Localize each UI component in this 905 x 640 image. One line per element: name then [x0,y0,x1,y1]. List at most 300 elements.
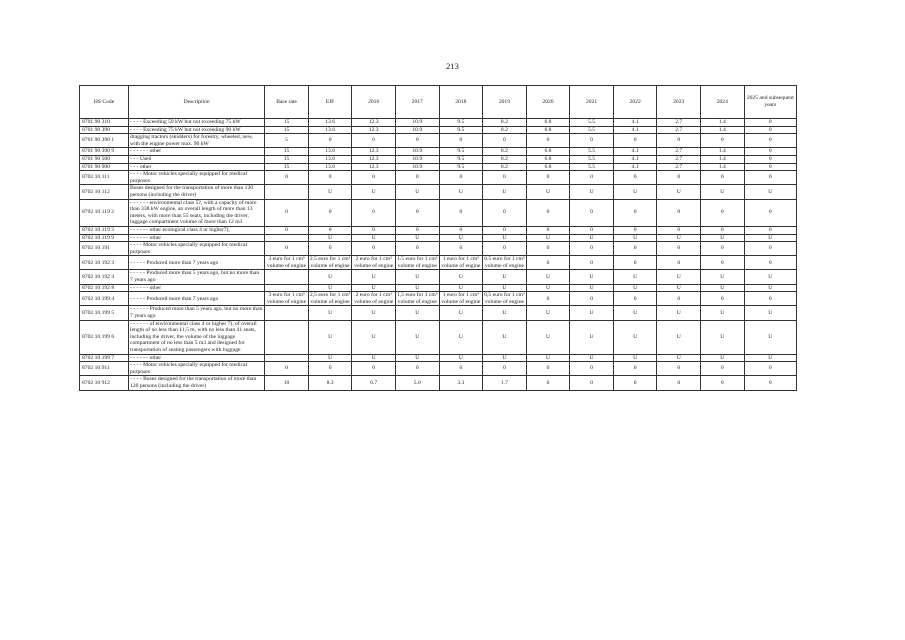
rate-cell: U [439,320,483,354]
table-row [80,376,797,390]
table-row [80,234,797,242]
rate-cell [265,270,309,284]
rate-cell: 0 [352,199,396,226]
rate-cell: 0 [526,256,570,270]
rate-cell: 5.5 [570,119,614,127]
rate-cell: 6.8 [526,148,570,156]
rate-cell: 0 [352,242,396,256]
rate-cell: 9.5 [439,148,483,156]
rate-cell: 2 euro for 1 cm³ volume of engine [352,292,396,306]
hs-code-cell: 8701 90 390 [80,126,129,134]
hs-code-cell: 8702 10 199 4 [80,292,129,306]
rate-cell: 0 [701,171,745,185]
hs-code-cell: 8701 90 390 1 [80,134,129,148]
rate-cell: 0 [570,226,614,234]
hs-code-cell: 8702 10 192 8 [80,284,129,292]
rate-cell: 2.7 [657,126,701,134]
rate-cell: 0 [613,242,657,256]
rate-cell: 0 [657,376,701,390]
rate-cell: 0 [526,171,570,185]
rate-cell: U [395,270,439,284]
rate-cell: 2.7 [657,155,701,163]
rate-cell: 0 [744,292,796,306]
rate-cell: 2.7 [657,148,701,156]
hs-code-cell: 8702 10 111 [80,171,129,185]
table-row [80,163,797,171]
rate-cell: 0 [439,242,483,256]
hs-code-cell: 8702 10 192 4 [80,270,129,284]
rate-cell: 0 [613,171,657,185]
rate-cell: 2.7 [657,119,701,127]
rate-cell: 0 [526,242,570,256]
table-row [80,292,797,306]
description-cell: dragging tractors (skidders) for forestry, wheeled, new, with the engine power max. 90 kW [129,134,265,148]
rate-cell: 15 [265,163,309,171]
rate-cell: 0 [570,199,614,226]
rate-cell: 0 [744,126,796,134]
rate-cell: 8.2 [483,163,527,171]
rate-cell: U [483,354,527,362]
rate-cell: U [352,320,396,354]
rate-cell: 0 [395,362,439,376]
rate-cell: U [657,320,701,354]
rate-cell: 0 [570,134,614,148]
hs-code-cell: 8702 10 192 3 [80,256,129,270]
rate-cell: 0 [701,292,745,306]
rate-cell: U [439,284,483,292]
table-row [80,126,797,134]
rate-cell: 0 [613,256,657,270]
rate-cell: 0 [570,376,614,390]
rate-cell: 0 [613,134,657,148]
rate-cell: U [352,284,396,292]
rate-cell [265,320,309,354]
rate-cell: 0 [701,376,745,390]
table-row [80,148,797,156]
rate-cell: U [657,270,701,284]
rate-cell: 0 [657,292,701,306]
page-number: 213 [446,61,459,71]
rate-cell: U [526,306,570,320]
rate-cell: 0 [395,226,439,234]
rate-cell: 3.3 [439,376,483,390]
rate-cell: 0 [657,199,701,226]
description-cell: - - - - Motor vehicles specially equipped for medical purposes [129,242,265,256]
rate-cell: 0 [701,242,745,256]
rate-cell [265,284,309,292]
rate-cell: 0 [483,199,527,226]
rate-cell: 5.5 [570,126,614,134]
rate-cell: 0 [744,256,796,270]
rate-cell: 0 [308,226,352,234]
rate-cell: U [701,185,745,199]
description-cell: - - - - - Produced more than 5 years ago, but no more than 7 years ago [129,270,265,284]
rate-cell: U [744,234,796,242]
rate-cell: U [483,284,527,292]
table-row [80,320,797,354]
rate-cell: 1.4 [701,119,745,127]
col-header: 2019 [483,86,527,119]
rate-cell: 15 [265,148,309,156]
rate-cell: U [352,185,396,199]
rate-cell: 0 [483,171,527,185]
table-row [80,199,797,226]
rate-cell: U [570,284,614,292]
description-cell: - - - - - - other [129,148,265,156]
rate-cell: 0 [744,171,796,185]
rate-cell: 0 [265,242,309,256]
rate-cell: 0 [439,226,483,234]
rate-cell: 9.5 [439,119,483,127]
rate-cell: U [701,270,745,284]
rate-cell: 0 [701,199,745,226]
col-header: 2020 [526,86,570,119]
rate-cell: 12.3 [352,163,396,171]
hs-code-cell: 8702 10 191 [80,242,129,256]
col-header: Base rate [265,86,309,119]
col-header: 2021 [570,86,614,119]
table-row [80,284,797,292]
rate-cell: U [439,185,483,199]
rate-cell: U [395,320,439,354]
col-header: 2016 [352,86,396,119]
hs-code-cell: 8702 10 119 9 [80,234,129,242]
hs-code-cell: 8702 10 912 [80,376,129,390]
rate-cell: U [483,185,527,199]
rate-cell: 0 [395,199,439,226]
rate-cell: 0 [308,362,352,376]
rate-cell: 3 euro for 1 cm³ volume of engine [265,292,309,306]
rate-cell: 2.5 euro for 1 cm³ volume of engine [309,256,351,269]
description-cell: - - - - - - other ecological class 4 or higher7), [129,226,265,234]
rate-cell: 0 [701,362,745,376]
description-cell: Buses designed for the transportation of more than 120 persons (including the driver) [129,185,265,199]
rate-cell: 0 [526,376,570,390]
rate-cell: U [308,270,352,284]
rate-cell: U [701,320,745,354]
rate-cell: 0 [352,171,396,185]
rate-cell: 0 [701,226,745,234]
rate-cell: 0 [439,171,483,185]
description-cell: - - - - - Produced more than 7 years ago [129,256,265,270]
rate-cell: 13.6 [308,163,352,171]
description-cell: - - - - - - Produced more than 5 years ago, but no more than 7 years ago [129,306,265,320]
rate-cell: 8.2 [483,148,527,156]
rate-cell: 0 [744,119,796,127]
table-row [80,354,797,362]
rate-cell: U [744,354,796,362]
rate-cell: 0 [308,242,352,256]
rate-cell: 0 [395,171,439,185]
rate-cell: U [526,185,570,199]
col-header: 2023 [657,86,701,119]
rate-cell: 0 [526,362,570,376]
rate-cell [265,354,309,362]
rate-cell: U [613,270,657,284]
col-header: HS Code [80,86,129,119]
rate-cell: U [308,234,352,242]
rate-cell: 0 [657,171,701,185]
rate-cell: U [570,354,614,362]
rate-cell: U [657,284,701,292]
rate-cell: 10 [265,376,309,390]
description-cell: - - - - Motor vehicles specially equipped for medical purposes [129,362,265,376]
rate-cell: 0 [483,362,527,376]
rate-cell: U [613,306,657,320]
hs-code-cell: 8701 90 390 9 [80,148,129,156]
rate-cell: 13.6 [308,148,352,156]
rate-cell: U [657,306,701,320]
rate-cell: 0 [352,226,396,234]
rate-cell: 0 [701,256,745,270]
rate-cell: 3 euro for 1 cm³ volume of engine [265,256,309,270]
rate-cell: U [613,234,657,242]
rate-cell: 10.9 [395,163,439,171]
rate-cell: U [744,306,796,320]
col-header: Description [129,86,265,119]
rate-cell: 0 [744,362,796,376]
rate-cell: 1 euro for 1 cm³ volume of engine [439,256,483,270]
table-row [80,171,797,185]
table-row [80,134,797,148]
col-header: 2022 [613,86,657,119]
rate-cell: 13.6 [308,155,352,163]
description-cell: - - - - - - environmental class 5?, with a capacity of more than 338 kW engine, an overall length of more than 13 meters, with more than 55 seats, including the driver, luggage compartment volume of more than 12 m3 [129,199,265,226]
rate-cell: U [526,270,570,284]
rate-cell: U [701,306,745,320]
rate-cell: 1.5 euro for 1 cm³ volume of engine [397,256,438,269]
rate-cell: 0 [613,376,657,390]
rate-cell: 0 [744,163,796,171]
rate-cell: U [701,354,745,362]
rate-cell: U [308,320,352,354]
rate-cell: U [744,284,796,292]
rate-cell: 6.8 [526,155,570,163]
rate-cell: 0 [744,242,796,256]
rate-cell: 0 [395,242,439,256]
hs-code-cell: 8702 10 199 7 [80,354,129,362]
rate-cell: U [352,234,396,242]
rate-cell: 0,5 euro for 1 cm³ volume of engine [484,292,525,305]
rate-cell: U [744,320,796,354]
rate-cell: 1.4 [701,126,745,134]
rate-cell: U [657,185,701,199]
rate-cell: 0 [526,199,570,226]
hs-code-cell: 8702 10 199 6 [80,320,129,354]
rate-cell: U [657,354,701,362]
hs-code-cell: 8701 90 900 [80,163,129,171]
rate-cell: U [483,306,527,320]
col-header: 2017 [395,86,439,119]
rate-cell: 0.5 euro for 1 cm³ volume of engine [484,256,525,269]
description-cell: - - - - Buses designed for the transportation of more than 120 persons (including the driver) [129,376,265,390]
rate-cell: U [395,354,439,362]
hs-code-cell: 8702 10 199 5 [80,306,129,320]
rate-cell: 0 [613,226,657,234]
rate-cell: 0 [308,171,352,185]
rate-cell: 0 [744,199,796,226]
rate-cell: 0 [526,134,570,148]
rate-cell: 1,5 euro for 1 cm³ volume of engine [397,292,438,305]
rate-cell: 9.5 [439,163,483,171]
rate-cell: 15 [265,119,309,127]
rate-cell: 0 [483,242,527,256]
table-row [80,270,797,284]
rate-cell: 4.1 [613,155,657,163]
rate-cell: 2 euro for 1 cm³ volume of engine [352,256,396,270]
rate-cell: 0 [657,226,701,234]
hs-code-cell: 8702 10 119 2 [80,199,129,226]
rate-cell: 0 [613,199,657,226]
table-row [80,242,797,256]
rate-cell: 0 [395,134,439,148]
rate-cell: U [483,320,527,354]
rate-cell: 15 [265,155,309,163]
rate-cell: 13.6 [308,119,352,127]
rate-cell: U [570,185,614,199]
rate-cell: U [483,270,527,284]
rate-cell: U [439,270,483,284]
rate-cell: U [613,284,657,292]
rate-cell: 0 [265,226,309,234]
rate-cell: 13.6 [308,126,352,134]
rate-cell: 0 [657,134,701,148]
rate-cell: 0 [265,199,309,226]
rate-cell: U [744,185,796,199]
rate-cell: 0 [265,171,309,185]
description-cell: - - - other [129,163,265,171]
rate-cell: U [395,306,439,320]
rate-cell: 0 [570,242,614,256]
rate-cell: 0 [308,134,352,148]
hs-code-cell: 8702 10 119 3 [80,226,129,234]
table-row [80,256,797,270]
rate-cell: U [308,306,352,320]
rate-cell: U [395,234,439,242]
rate-cell: U [657,234,701,242]
rate-cell: 0 [744,155,796,163]
rate-cell: U [352,354,396,362]
table-row [80,306,797,320]
rate-cell: 1.7 [483,376,527,390]
rate-cell: U [308,354,352,362]
rate-cell: 10.9 [395,119,439,127]
rate-cell: U [701,234,745,242]
hs-code-cell: 8702 10 112 [80,185,129,199]
rate-cell: 8.3 [308,376,352,390]
rate-cell: U [526,234,570,242]
rate-cell: 0 [657,362,701,376]
rate-cell: 0 [613,292,657,306]
rate-cell: 0 [570,292,614,306]
col-header: 2018 [439,86,483,119]
rate-cell: 0 [308,199,352,226]
table-row [80,226,797,234]
rate-cell: 0 [744,376,796,390]
rate-cell: 0 [439,134,483,148]
col-header: 2025 and subsequent years [744,86,796,119]
rate-cell: 1.4 [701,148,745,156]
description-cell: - - - Used [129,155,265,163]
rate-cell: 0 [657,242,701,256]
rate-cell: U [570,270,614,284]
description-cell: - - - - Motor vehicles specially equipped for medical purposes [129,171,265,185]
rate-cell: U [570,234,614,242]
rate-cell: U [701,284,745,292]
table-row [80,155,797,163]
rate-cell [265,306,309,320]
rate-cell: 12.3 [352,155,396,163]
rate-cell: 0 [526,292,570,306]
rate-cell: 6.7 [352,376,396,390]
table-row [80,185,797,199]
rate-cell: 1 euro for 1 cm³ volume of engine [439,292,483,306]
rate-cell: 4.1 [613,119,657,127]
rate-cell: U [352,306,396,320]
description-cell: - - - - - - of environmental class 4 or higher 7), of overall length of no less than 11,5 m, with no less than 41 seats, including the driver, the volume of the luggage compartment of no less than 5 m3 and designed for transportation of seating passengers with luggage [129,320,265,354]
rate-cell: U [526,284,570,292]
header-row [80,86,797,119]
description-cell: - - - - - - other [129,354,265,362]
rate-cell: 6.8 [526,163,570,171]
rate-cell: U [395,185,439,199]
rate-cell: 0 [701,134,745,148]
tariff-table [79,85,797,391]
rate-cell: 15 [265,126,309,134]
rate-cell: U [570,320,614,354]
rate-cell: 5.5 [570,155,614,163]
rate-cell: U [613,354,657,362]
hs-code-cell: 8701 90 500 [80,155,129,163]
rate-cell: 0 [613,362,657,376]
rate-cell: 10.9 [395,148,439,156]
rate-cell: 1.4 [701,155,745,163]
rate-cell [265,185,309,199]
rate-cell: 8.2 [483,155,527,163]
rate-cell: 8.2 [483,126,527,134]
rate-cell: U [352,270,396,284]
rate-cell: 4.1 [613,148,657,156]
rate-cell: 5.0 [395,376,439,390]
rate-cell: 0 [439,362,483,376]
rate-cell: 0 [439,199,483,226]
description-cell: - - - - Exceeding 59 kW but not exceeding 75 kW [129,119,265,127]
rate-cell: U [308,185,352,199]
rate-cell: 5.5 [570,148,614,156]
rate-cell: 0 [570,362,614,376]
rate-cell: 0 [657,256,701,270]
rate-cell: 9.5 [439,126,483,134]
rate-cell: 0 [352,134,396,148]
rate-cell: 0 [744,226,796,234]
rate-cell: U [613,185,657,199]
rate-cell: 0 [570,171,614,185]
rate-cell: 0 [352,362,396,376]
rate-cell: 2,5 euro for 1 cm³ volume of engine [309,292,351,305]
rate-cell: 10.9 [395,155,439,163]
rate-cell: 0 [265,362,309,376]
rate-cell: U [439,234,483,242]
table-row [80,119,797,127]
rate-cell: 0 [483,134,527,148]
rate-cell: 12.3 [352,148,396,156]
rate-cell: 5.5 [570,163,614,171]
rate-cell: 5 [265,134,309,148]
rate-cell: U [308,284,352,292]
description-cell: - - - - Exceeding 75 kW but not exceeding 90 kW [129,126,265,134]
rate-cell: U [483,234,527,242]
rate-cell: U [526,320,570,354]
